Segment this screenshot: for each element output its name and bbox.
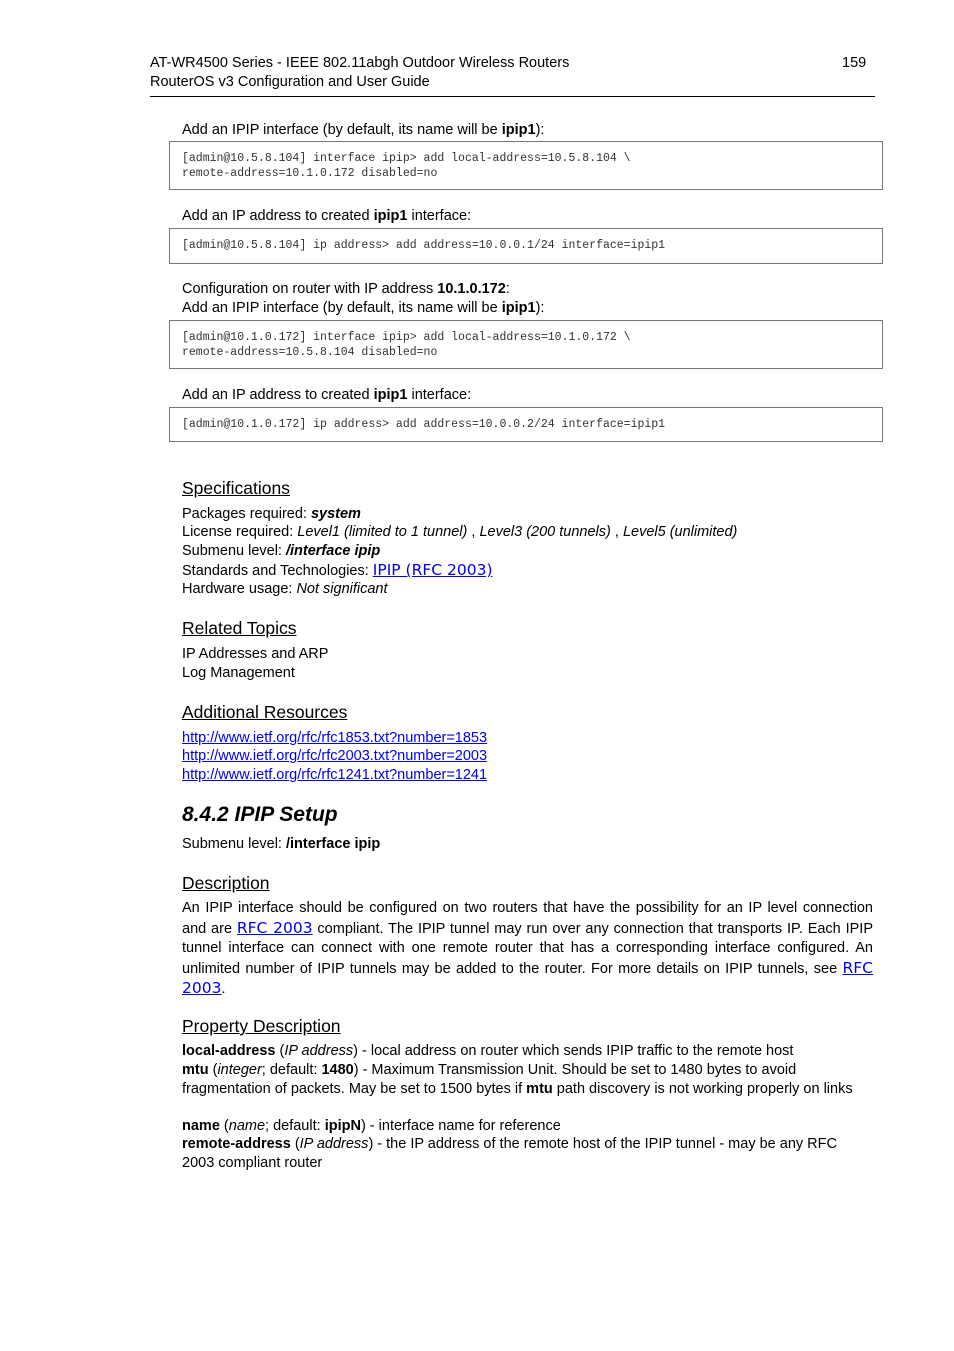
spec-sep: , [467, 524, 480, 540]
property-type: name [228, 1118, 266, 1134]
property-desc: ) - the IP address of the remote host of the IPIP tunnel - may be any RFC 2003 compliant router [182, 1136, 837, 1171]
rfc-2003-link[interactable]: RFC 2003 [236, 918, 313, 937]
property-desc: path discovery is not working properly on links [552, 1080, 853, 1097]
code-block-2 [169, 228, 883, 264]
step-bold: ipip1 [501, 300, 536, 316]
spec-value: Level5 (unlimited) [622, 524, 738, 540]
spec-value: /interface ipip [285, 836, 381, 852]
step-text: ): [535, 300, 545, 316]
step-text: interface: [407, 208, 472, 224]
code-line: [admin@10.1.0.172] ip address> add address=10.0.0.2/24 interface=ipip1 [182, 418, 666, 431]
setup-submenu [182, 835, 380, 854]
spec-submenu [182, 542, 380, 561]
property-name: mtu [182, 1062, 209, 1078]
code-line: [admin@10.5.8.104] interface ipip> add local-address=10.5.8.104 \ [182, 152, 631, 165]
spec-value: Level1 (limited to 1 tunnel) [297, 524, 468, 540]
property-default: 1480 [321, 1062, 354, 1078]
related-item: Log Management [182, 665, 295, 681]
property-name: remote-address [182, 1136, 291, 1152]
property-mtu: mtu (integer; default: 1480) - Maximum Transmission Unit. Should be set to 1480 bytes to avoid fragmentation of packets. May be set to 1500 bytes if mtu path discovery is not working properly on links [182, 1062, 853, 1097]
property-default-label: ; default: [261, 1062, 322, 1078]
header-title: AT-WR4500 Series - IEEE 802.11abgh Outdoor Wireless Routers [150, 55, 570, 71]
step-text: ): [535, 122, 545, 138]
property-type: IP address [284, 1043, 354, 1059]
header-divider [150, 96, 875, 97]
property-type: IP address [299, 1136, 369, 1152]
rfc-2003-link[interactable]: IPIP (RFC 2003) [372, 561, 493, 579]
code-line: [admin@10.1.0.172] interface ipip> add local-address=10.1.0.172 \ [182, 331, 631, 344]
step-add-ip-1 [182, 207, 471, 226]
step-bold: ipip1 [373, 208, 408, 224]
property-default: ipipN [324, 1118, 361, 1134]
step-text: Add an IP address to created [182, 387, 374, 403]
paragraph-text: compliant. The IPIP tunnel may run over any connection that transports IP. Each IPIP tunnel interface can connect with one remote router that has a corresponding interface configured. An unlimited number of IPIP tunnels may be added to the router. For more details on IPIP tunnels, see [182, 920, 873, 977]
step-text: : [505, 281, 510, 297]
description-paragraph [182, 899, 873, 1000]
property-desc: ) - interface name for reference [360, 1118, 561, 1134]
spec-value: /interface ipip [285, 543, 381, 559]
spec-value: Level3 (200 tunnels) [479, 524, 611, 540]
section-title: 8.4.2 IPIP Setup [182, 803, 338, 826]
property-default-label: ; default: [265, 1118, 325, 1134]
paragraph-text: An IPIP interface should be configured on two routers that have the possibility for an IP level connection and are [182, 900, 873, 937]
step-config-router [182, 280, 510, 299]
resource-link[interactable]: http://www.ietf.org/rfc/rfc1241.txt?number=1241 [182, 767, 488, 783]
page-number: 159 [842, 55, 867, 71]
property-type: integer [217, 1062, 262, 1078]
spec-value: Not significant [296, 581, 388, 597]
step-bold: 10.1.0.172 [437, 281, 506, 297]
related-topics-heading: Related Topics [182, 618, 297, 638]
spec-label: Hardware usage: [182, 581, 297, 597]
spec-label: Packages required: [182, 506, 311, 522]
spec-packages [182, 505, 361, 524]
step-text: Add an IPIP interface (by default, its name will be [182, 300, 502, 316]
step-text: Configuration on router with IP address [182, 281, 438, 297]
paragraph-text: . [221, 981, 226, 997]
spec-standards [182, 561, 493, 581]
resource-link[interactable]: http://www.ietf.org/rfc/rfc2003.txt?number=2003 [182, 748, 488, 764]
additional-resources-heading: Additional Resources [182, 702, 348, 722]
description-heading: Description [182, 873, 270, 893]
step-text: Add an IP address to created [182, 208, 374, 224]
spec-label: License required: [182, 524, 298, 540]
step-bold: ipip1 [501, 122, 536, 138]
code-block-1 [169, 141, 883, 190]
step-add-ip-2 [182, 386, 471, 405]
property-remote-address: remote-address (IP address) - the IP address of the remote host of the IPIP tunnel - may be any RFC 2003 compliant router [182, 1136, 837, 1171]
code-block-4 [169, 407, 883, 442]
spec-label: Submenu level: [182, 543, 286, 559]
property-name: name [182, 1118, 220, 1134]
specifications-heading: Specifications [182, 478, 290, 498]
rfc-2003-link[interactable]: RFC 2003 [182, 958, 873, 997]
step-text: interface: [407, 387, 472, 403]
step-text: Add an IPIP interface (by default, its name will be [182, 122, 502, 138]
code-block-3 [169, 320, 883, 369]
step-bold: ipip1 [373, 387, 408, 403]
property-name-field: name (name; default: ipipN) - interface name for reference [182, 1118, 561, 1134]
spec-sep: , [610, 524, 623, 540]
step-add-ipip-1 [182, 121, 544, 140]
property-desc: ) - Maximum Transmission Unit. Should be set to 1480 bytes to avoid fragmentation of packets. May be set to 1500 bytes if [182, 1062, 797, 1097]
header-subtitle: RouterOS v3 Configuration and User Guide [150, 74, 430, 90]
property-bold: mtu [526, 1080, 553, 1097]
resource-link[interactable]: http://www.ietf.org/rfc/rfc1853.txt?number=1853 [182, 730, 488, 746]
spec-label: Standards and Technologies: [182, 563, 373, 579]
step-add-ipip-2 [182, 299, 544, 318]
code-line: [admin@10.5.8.104] ip address> add address=10.0.0.1/24 interface=ipip1 [182, 239, 666, 252]
property-name: local-address [182, 1043, 276, 1059]
spec-label: Submenu level: [182, 836, 286, 852]
spec-license [182, 523, 737, 542]
code-line: remote-address=10.5.8.104 disabled=no [182, 346, 438, 359]
property-description-heading: Property Description [182, 1016, 341, 1036]
spec-hardware [182, 580, 388, 599]
property-desc: ) - local address on router which sends IPIP traffic to the remote host [353, 1043, 794, 1059]
related-item: IP Addresses and ARP [182, 646, 329, 662]
code-line: remote-address=10.1.0.172 disabled=no [182, 167, 438, 180]
spec-value: system [310, 506, 361, 522]
property-local-address: local-address (IP address) - local address on router which sends IPIP traffic to the remote host [182, 1043, 794, 1059]
